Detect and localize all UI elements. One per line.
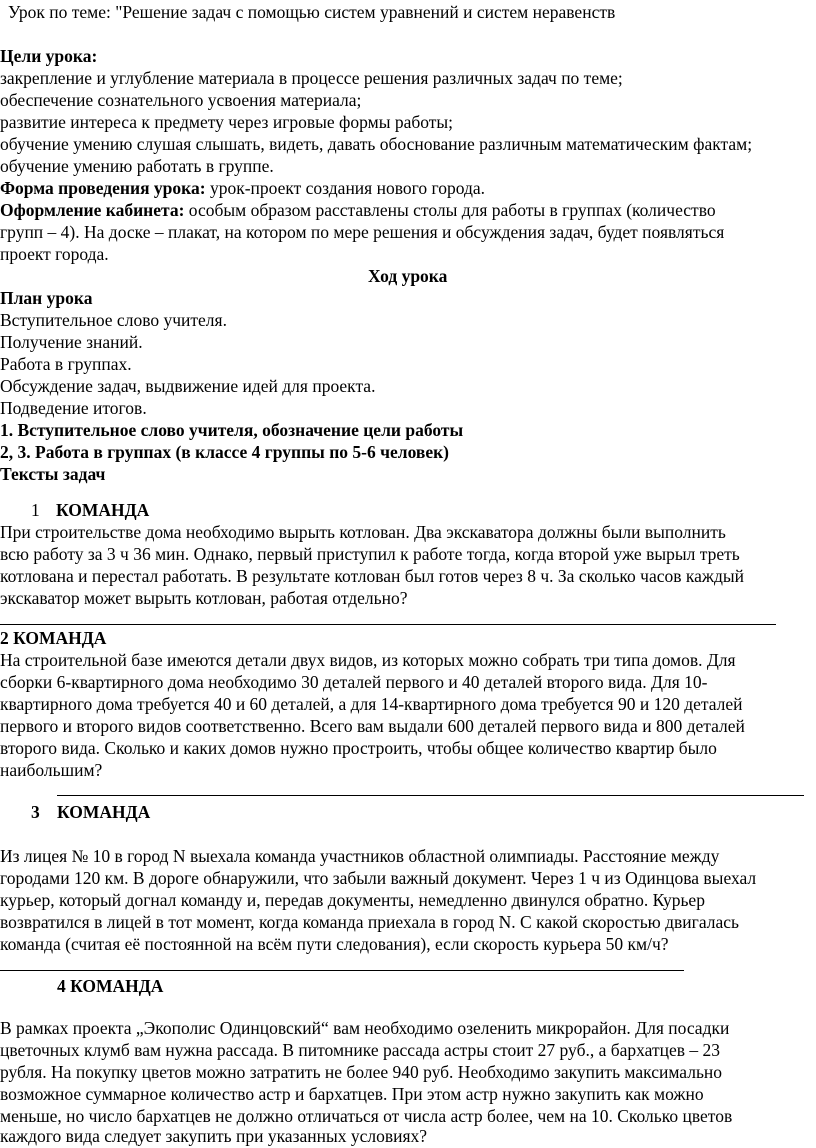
- task-line: городами 120 км. В дороге обнаружили, что забыли важный документ. Через 1 ч из Одинцова выехал: [0, 868, 757, 888]
- task-line: сборки 6-квартирного дома необходимо 30 деталей первого и 40 деталей второго вида. Для 10-: [0, 672, 708, 692]
- task-line: возможное суммарное количество астр и бархатцев. При этом астр нужно закупить как можно: [0, 1084, 704, 1104]
- task-line: В рамках проекта „Экополис Одинцовский“ вам необходимо озеленить микрорайон. Для посадки: [0, 1018, 730, 1038]
- task-line: котлована и перестал работать. В результате котлован был готов через 8 ч. За сколько часов каждый: [0, 566, 745, 586]
- step-2-3-heading: 2, 3. Работа в группах (в классе 4 группы по 5-6 человек): [0, 442, 450, 462]
- goal-item: обучение умению слушая слышать, видеть, давать обоснование различным математическим фактам;: [0, 134, 753, 154]
- plan-item: Получение знаний.: [0, 332, 143, 352]
- plan-item: Вступительное слово учителя.: [0, 310, 227, 330]
- room-setup-line: особым образом расставлены столы для работы в группах (количество: [184, 200, 716, 220]
- team-4-heading: 4 КОМАНДА: [57, 976, 164, 996]
- room-setup-line: проект города.: [0, 244, 109, 264]
- task-line: меньше, но число бархатцев не должно отличаться от числа астр более, чем на 10. Сколько цветов: [0, 1106, 733, 1126]
- task-line: При строительстве дома необходимо вырыть котлован. Два экскаватора должны были выполнить: [0, 522, 726, 542]
- separator-line: [0, 970, 684, 971]
- task-line: всю работу за 3 ч 36 мин. Однако, первый приступил к работе тогда, когда второй уже вырыл треть: [0, 544, 740, 564]
- plan-item: Обсуждение задач, выдвижение идей для проекта.: [0, 376, 376, 396]
- team-3-number: 3: [31, 802, 40, 822]
- goal-item: закрепление и углубление материала в процессе решения различных задач по теме;: [0, 68, 623, 88]
- team-1-number: 1: [31, 500, 40, 520]
- task-line: рубля. На покупку цветов можно затратить не более 940 руб. Необходимо закупить максимально: [0, 1062, 723, 1082]
- task-line: наибольшим?: [0, 760, 103, 780]
- task-line: первого и второго видов соответственно. Всего вам выдали 600 деталей первого вида и 800 деталей: [0, 716, 745, 736]
- task-line: курьер, который догнал команду и, передав документы, немедленно двинулся обратно. Курьер: [0, 890, 705, 910]
- lesson-form-value: урок-проект создания нового города.: [205, 178, 486, 198]
- task-line: экскаватор может вырыть котлован, работая отдельно?: [0, 588, 408, 608]
- course-heading: Ход урока: [368, 266, 448, 286]
- step-1-heading: 1. Вступительное слово учителя, обозначение цели работы: [0, 420, 464, 440]
- plan-item: Подведение итогов.: [0, 398, 147, 418]
- task-line: каждого вида следует закупить при указанных условиях?: [0, 1126, 428, 1146]
- tasks-heading: Тексты задач: [0, 464, 106, 484]
- team-2-heading: 2 КОМАНДА: [0, 628, 107, 648]
- task-line: квартирного дома требуется 40 и 60 деталей, а для 14-квартирного дома требуется 90 и 120 деталей: [0, 694, 743, 714]
- separator-line: [0, 624, 776, 625]
- task-line: возвратился в лицей в тот момент, когда команда приехала в город N. С какой скоростью двигалась: [0, 912, 740, 932]
- goal-item: обучение умению работать в группе.: [0, 156, 274, 176]
- separator-line: [57, 795, 804, 796]
- task-line: команда (считая её постоянной на всём пути следования), если скорость курьера 50 км/ч?: [0, 934, 669, 954]
- room-setup-line: групп – 4). На доске – плакат, на котором по мере решения и обсуждения задач, будет появляться: [0, 222, 725, 242]
- task-line: второго вида. Сколько и каких домов нужно простроить, чтобы общее количество квартир было: [0, 738, 717, 758]
- lesson-form-label: Форма проведения урока:: [0, 178, 206, 198]
- plan-item: Работа в группах.: [0, 354, 132, 374]
- task-line: Из лицея № 10 в город N выехала команда участников областной олимпиады. Расстояние между: [0, 846, 720, 866]
- room-setup-label: Оформление кабинета:: [0, 200, 185, 220]
- lesson-title: Урок по теме: "Решение задач с помощью систем уравнений и систем неравенств: [8, 2, 616, 22]
- goals-heading: Цели урока:: [0, 46, 98, 66]
- team-1-heading: КОМАНДА: [56, 500, 150, 520]
- goal-item: развитие интереса к предмету через игровые формы работы;: [0, 112, 454, 132]
- goal-item: обеспечение сознательного усвоения материала;: [0, 90, 362, 110]
- team-3-heading: КОМАНДА: [57, 802, 151, 822]
- room-setup: [0, 200, 716, 222]
- lesson-form: [0, 178, 485, 200]
- plan-heading: План урока: [0, 288, 93, 308]
- task-line: На строительной базе имеются детали двух видов, из которых можно собрать три типа домов. Для: [0, 650, 736, 670]
- task-line: цветочных клумб вам нужна рассада. В питомнике рассада астры стоит 27 руб., а бархатцев – 23: [0, 1040, 721, 1060]
